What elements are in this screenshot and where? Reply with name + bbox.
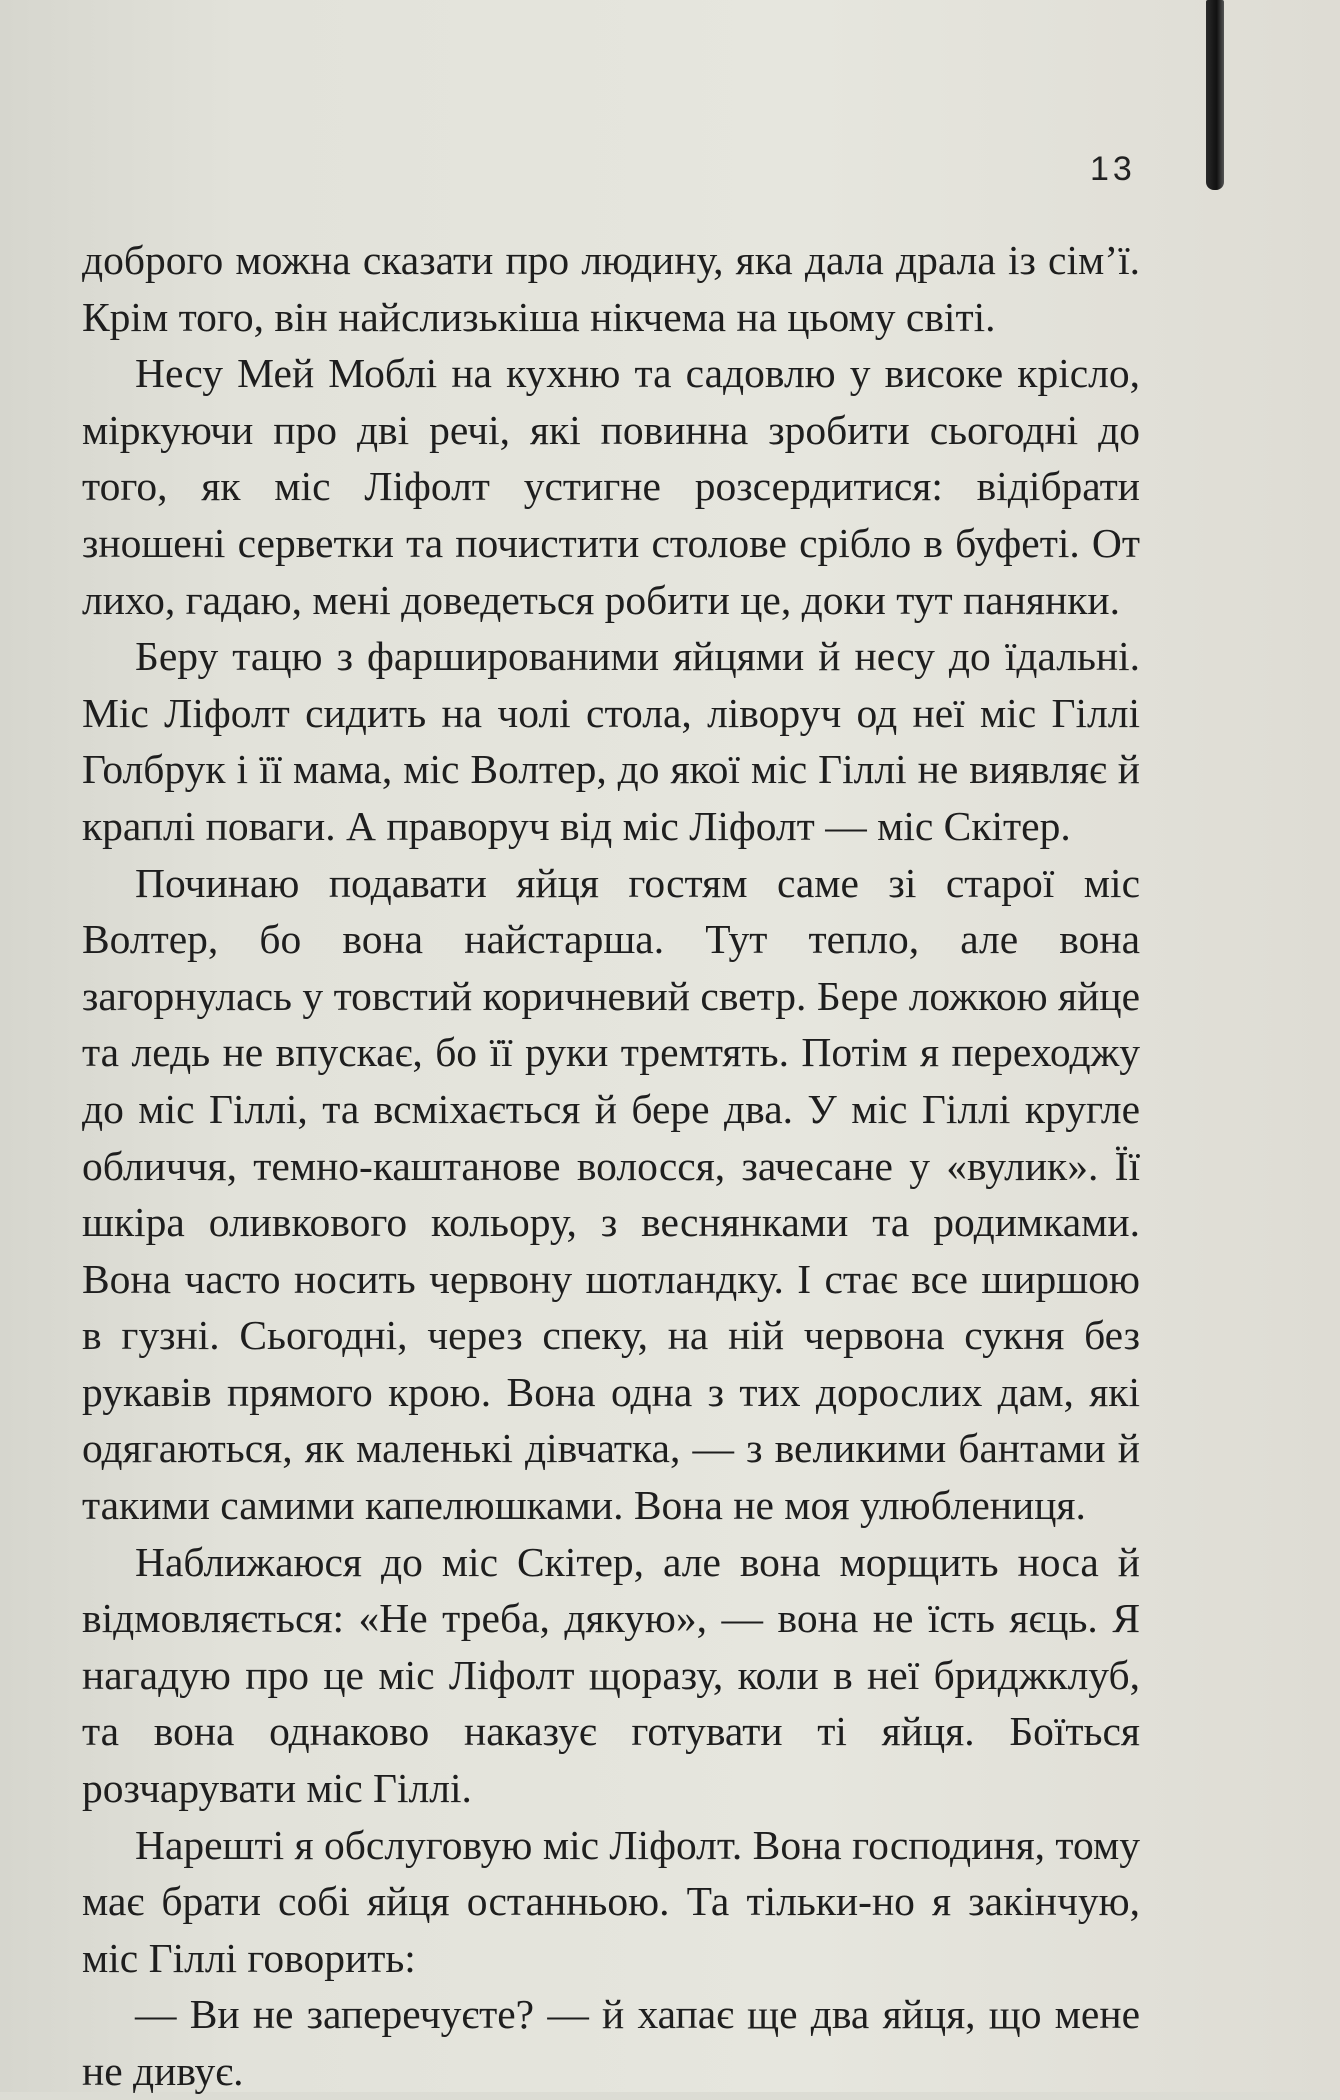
page-edge-mark — [1206, 0, 1224, 190]
paragraph-7: — Ви не заперечуєте? — й хапає ще два яйця, що мене не дивує. — [82, 1991, 1140, 2094]
paragraph-3: Беру тацю з фаршированими яйцями й несу до їдальні. Міс Ліфолт сидить на чолі стола, ліворуч од неї міс Гіллі Голбрук і її мама, міс Волтер, до якої міс Гіллі не виявляє й краплі поваги. А праворуч від міс Ліфолт — міс Скітер. — [82, 633, 1140, 849]
paragraph-4: Починаю подавати яйця гостям саме зі старої міс Волтер, бо вона найстарша. Тут тепло, але вона загорнулась у товстий коричневий светр. Бере ложкою яйце та ледь не впускає, бо її руки тремтять. Потім я переходжу до міс Гіллі, та всміхається й бере два. У міс Гіллі кругле обличчя, темно-каштанове волосся, зачесане у «вулик». Її шкіра оливкового кольору, з веснянками та родимками. Вона часто носить червону шотландку. І стає все ширшою в гузні. Сьогодні, через спеку, на ній червона сукня без рукавів прямого крою. Вона одна з тих дорослих дам, які одягаються, як маленькі дівчатка, — з великими бантами й такими самими капелюшками. Вона не моя улюблениця. — [82, 859, 1140, 1529]
page-number: 13 — [1090, 150, 1136, 188]
paragraph-2: Несу Мей Моблі на кухню та садовлю у високе крісло, міркуючи про дві речі, які повинна зробити сьогодні до того, як міс Ліфолт устигне розсердитися: відібрати зношені серветки та почистити столове срібло в буфеті. От лихо, гадаю, мені доведеться робити це, доки тут панянки. — [82, 350, 1140, 623]
paragraph-5: Наближаюся до міс Скітер, але вона морщить носа й відмовляється: «Не треба, дякую», — вона не їсть яєць. Я нагадую про це міс Ліфолт щоразу, коли в неї бриджклуб, та вона однаково наказує готувати ті яйця. Боїться розчарувати міс Гіллі. — [82, 1538, 1140, 1812]
paragraph-6: Нарешті я обслуговую міс Ліфолт. Вона господиня, тому має брати собі яйця останньою. Та тільки-но я закінчую, міс Гіллі говорить: — [82, 1821, 1140, 1981]
body-text — [82, 232, 1140, 2100]
paragraph-1: доброго можна сказати про людину, яка дала драла із сім’ї. Крім того, він найслизькіша нікчема на цьому світі. — [82, 237, 1140, 340]
